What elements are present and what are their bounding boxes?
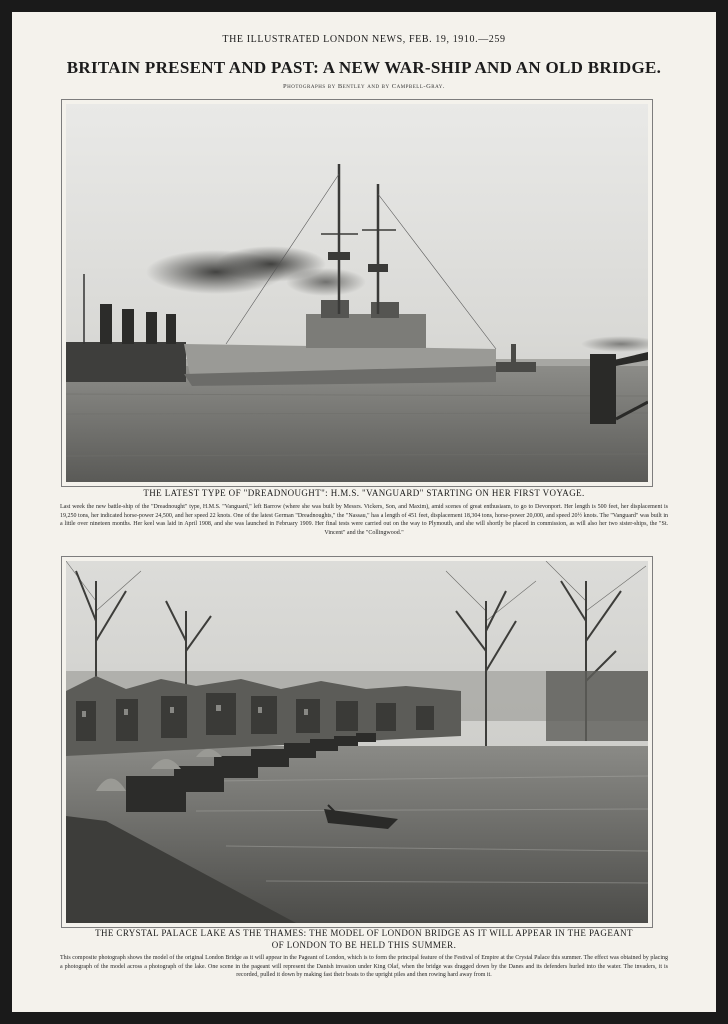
warship-caption-body: Last week the new battle-ship of the "Dreadnought" type, H.M.S. "Vanguard," left Barrow (where she was built by Messrs. Vickers, Son, and Maxim), amid scenes of great enthusiasm, to go to Devonport. Her length is 500 feet, her displacement is 19,250 tons, her indicated horse-power 24,500, and her speed 22 knots. One of the latest German "Dreadnoughts," the "Nassau," has a length of 451 feet, displacement 18,304 tons, horse-power 20,000, and speed 20½ knots. The "Vanguard" was built in a little over nineteen months. Her keel was laid in April 1908, and she was launched in February 1909. Her final tests were carried out on the way to Plymouth, and she will shortly be placed in commission, as will also her two sister-ships, the "St. Vincent" and the "Collingwood.": [60, 504, 668, 536]
page-headline: BRITAIN PRESENT AND PAST: A NEW WAR-SHIP AND AN OLD BRIDGE.: [66, 58, 662, 77]
bridge-caption-title-line2: OF LONDON TO BE HELD THIS SUMMER.: [271, 940, 457, 950]
running-head: THE ILLUSTRATED LONDON NEWS, FEB. 19, 1910.—259: [222, 34, 506, 45]
bridge-photo: [66, 561, 648, 923]
bridge-photo-frame: [61, 556, 653, 928]
warship-photo: [66, 104, 648, 482]
newspaper-page: [12, 12, 716, 1012]
bridge-caption-body: This composite photograph shows the model of the original London Bridge as it will appear in the Pageant of London, which is to form the principal feature of the Festival of Empire at the Crystal Palace this summer. The effect was obtained by placing a photograph of the model across a photograph of the lake. One scene in the pageant will represent the Danish invasion under King Olaf, when the bridge was dragged down by the Danes and its defenders hurled into the water. The invaders, it is recorded, pulled it down by making fast their boats to the upright piles and then rowing hard away from it.: [60, 955, 668, 979]
warship-caption-title: THE LATEST TYPE OF "DREADNOUGHT": H.M.S. "VANGUARD" STARTING ON HER FIRST VOYAGE.: [143, 488, 585, 498]
warship-photo-frame: [61, 99, 653, 487]
photo-credit: Photographs by Bentley and by Campbell-Gray.: [282, 83, 445, 90]
bridge-caption-title-line1: THE CRYSTAL PALACE LAKE AS THE THAMES: THE MODEL OF LONDON BRIDGE AS IT WILL APPEAR IN THE PAGEANT: [95, 928, 633, 938]
